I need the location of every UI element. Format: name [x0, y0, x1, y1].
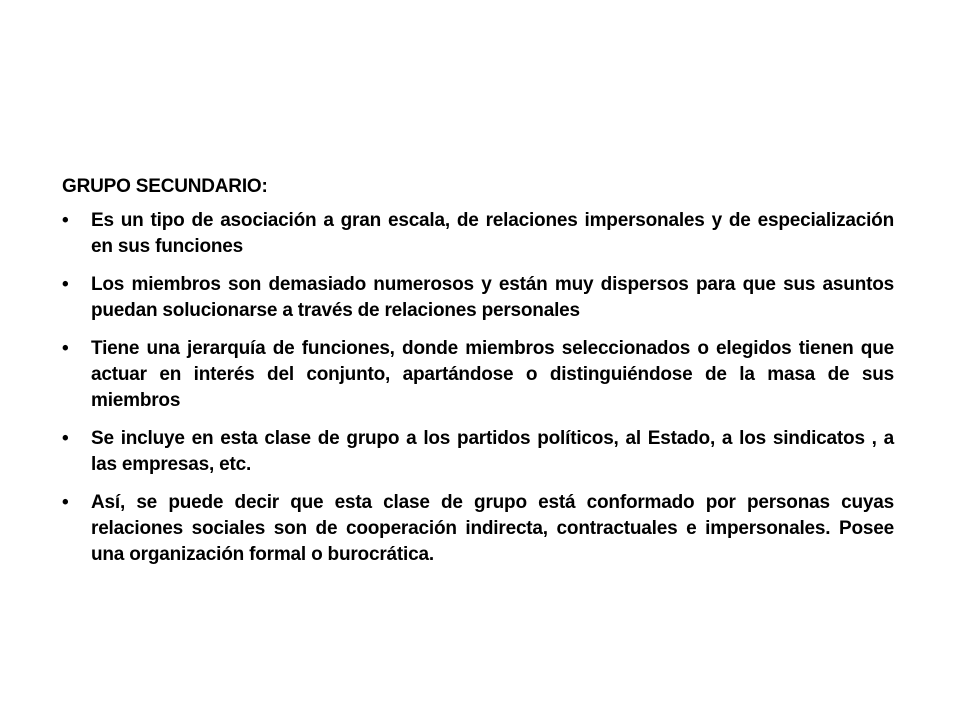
slide-heading: GRUPO SECUNDARIO:: [62, 176, 268, 197]
bullet-text: Se incluye en esta clase de grupo a los partidos políticos, al Estado, a los sindicatos , a las empresas, etc.: [91, 428, 894, 475]
bullet-text: Tiene una jerarquía de funciones, donde miembros seleccionados o elegidos tienen que actuar en interés del conjunto, apartándose o distinguiéndose de la masa de sus miembros: [91, 338, 894, 411]
bullet-item: [62, 490, 894, 568]
bullet-icon: •: [62, 492, 69, 513]
slide-content: [62, 174, 894, 580]
bullet-icon: •: [62, 274, 69, 295]
bullet-text: Es un tipo de asociación a gran escala, de relaciones impersonales y de especialización en sus funciones: [91, 210, 894, 257]
bullet-icon: •: [62, 338, 69, 359]
bullet-item: [62, 208, 894, 260]
bullet-item: [62, 426, 894, 478]
bullet-item: [62, 336, 894, 414]
bullet-text: Los miembros son demasiado numerosos y están muy dispersos para que sus asuntos puedan solucionarse a través de relaciones personales: [91, 274, 894, 321]
bullet-text: Así, se puede decir que esta clase de grupo está conformado por personas cuyas relaciones sociales son de cooperación indirecta, contractuales e impersonales. Posee una organización formal o burocrática.: [91, 492, 894, 565]
bullet-list: [62, 208, 894, 568]
bullet-icon: •: [62, 428, 69, 449]
bullet-item: [62, 272, 894, 324]
bullet-icon: •: [62, 210, 69, 231]
